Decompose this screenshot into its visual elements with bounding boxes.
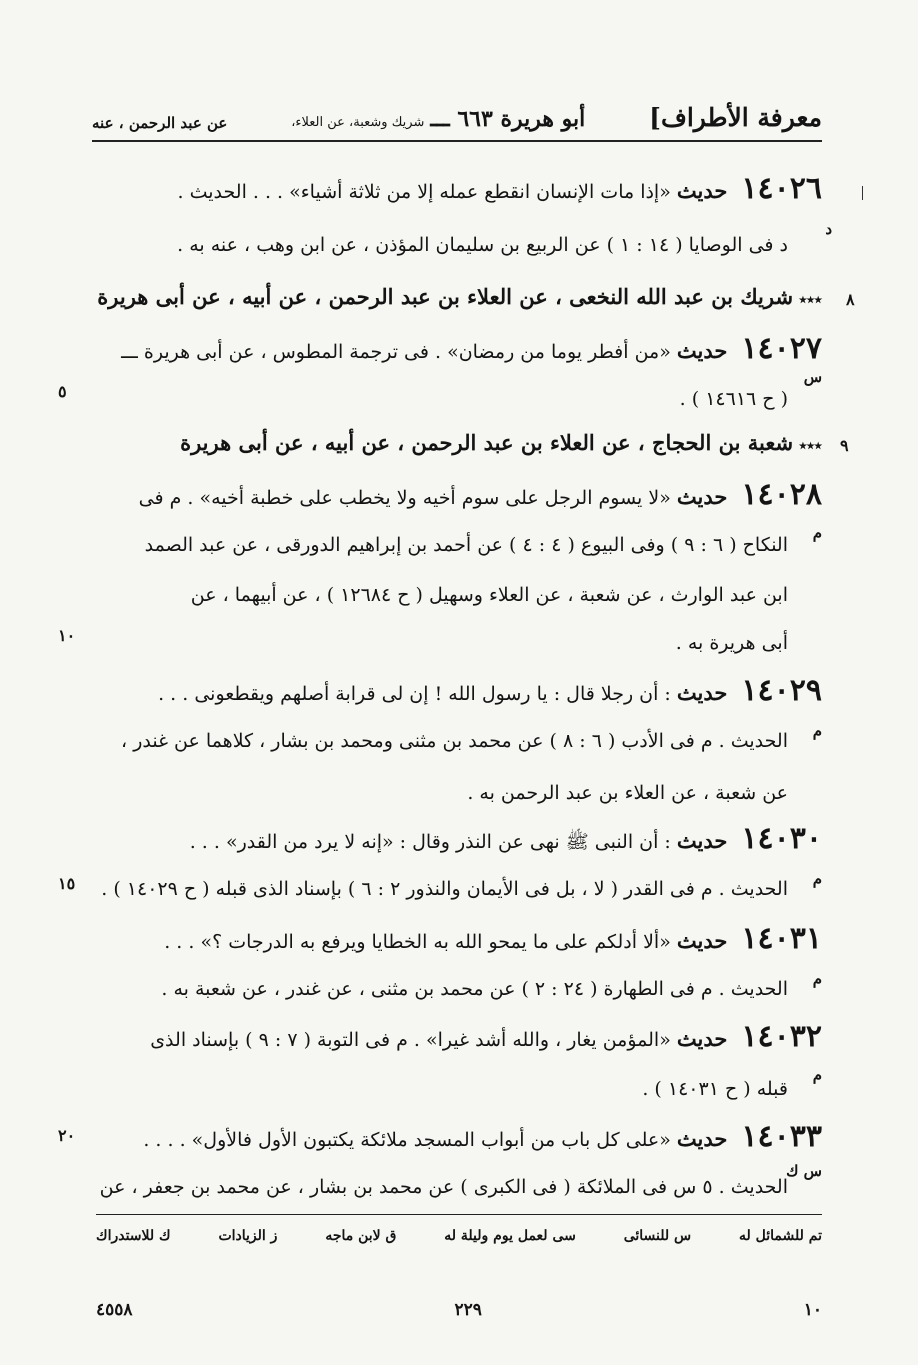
- narrator-chain-text: شريك بن عبد الله النخعى ، عن العلاء بن عبد الرحمن ، عن أبيه ، عن أبى هريرة: [97, 284, 794, 309]
- siglum: د: [825, 220, 832, 238]
- hadith-text: «ألا أدلكم على ما يمحو الله به الخطايا ويرفع به الدرجات ؟» . . .: [164, 931, 671, 953]
- abbreviation-key: [96, 1228, 822, 1244]
- hadith-keyword: حديث: [676, 680, 728, 705]
- abbr-item: ق لابن ماجه: [325, 1228, 397, 1244]
- hadith-keyword: حديث: [676, 338, 728, 363]
- footer-entry-number: ٤٥٥٨: [96, 1300, 133, 1320]
- siglum: م: [812, 870, 822, 888]
- header-chain-small: شريك وشعبة، عن العلاء،: [291, 115, 425, 130]
- hadith-number: ١٤٠٢٧: [741, 331, 822, 366]
- source-line: الحديث . م فى الطهارة ( ٢٤ : ٢ ) عن محمد بن مثنى ، عن غندر ، عن شعبة به .: [161, 978, 788, 1000]
- header-narrator-name: أبو هريرة ٦٦٣ ـــ: [430, 106, 586, 132]
- hadith-number: ١٤٠٣٣: [741, 1119, 822, 1154]
- narrator-stars: ٭٭٭: [799, 292, 822, 308]
- source-line: قبله ( ح ١٤٠٣١ ) .: [642, 1078, 788, 1100]
- hadith-keyword: حديث: [676, 1026, 728, 1051]
- margin-tick: [862, 186, 863, 200]
- hadith-number: ١٤٠٢٨: [741, 477, 822, 512]
- hadith-text: «على كل باب من أبواب المسجد ملائكة يكتبون الأول فالأول» . . . .: [143, 1129, 671, 1151]
- hadith-text: : أن رجلا قال : يا رسول الله ! إن لى قرابة أصلهم ويقطعونى . . .: [158, 683, 671, 705]
- siglum: م: [812, 524, 822, 542]
- hadith-number: ١٤٠٣٢: [741, 1019, 822, 1054]
- source-line: الحديث . م فى القدر ( لا ، بل فى الأيمان والنذور ٢ : ٦ ) بإسناد الذى قبله ( ح ١٤٠٢٩ ) .: [101, 878, 788, 900]
- hadith-text: «لا يسوم الرجل على سوم أخيه ولا يخطب على خطبة أخيه» . م فى: [138, 487, 671, 509]
- header-chain-right: عن عبد الرحمن ، عنه: [92, 114, 228, 132]
- margin-number: ١٠: [58, 626, 76, 645]
- hadith-text: «من أفطر يوما من رمضان» . فى ترجمة المطوس ، عن أبى هريرة ـــ: [121, 341, 671, 363]
- hadith-number: ١٤٠٢٦: [741, 171, 822, 206]
- margin-number: ٢٠: [58, 1126, 76, 1145]
- abbr-item: سى لعمل يوم وليلة له: [444, 1228, 576, 1244]
- hadith-keyword: حديث: [676, 1126, 728, 1151]
- hadith-number: ١٤٠٣٠: [741, 821, 822, 856]
- page-footer: [96, 1300, 822, 1320]
- hadith-entry-14026: [177, 171, 822, 206]
- hadith-entry-14030: [189, 821, 822, 856]
- narrator-chain-text: شعبة بن الحجاج ، عن العلاء بن عبد الرحمن ، عن أبيه ، عن أبى هريرة: [180, 430, 794, 455]
- source-line: أبى هريرة به .: [675, 632, 788, 654]
- hadith-entry-14028: [138, 477, 822, 512]
- hadith-keyword: حديث: [676, 484, 728, 509]
- header-book-title: معرفة الأطراف]: [649, 103, 822, 132]
- source-line: عن شعبة ، عن العلاء بن عبد الرحمن به .: [467, 782, 788, 804]
- siglum: س: [803, 368, 822, 386]
- hadith-text: «المؤمن يغار ، والله أشد غيرا» . م فى التوبة ( ٧ : ٩ ) بإسناد الذى: [150, 1029, 671, 1051]
- hadith-keyword: حديث: [676, 828, 728, 853]
- abbr-item: ز الزيادات: [218, 1228, 278, 1244]
- abbr-item: س للنسائى: [623, 1228, 692, 1244]
- page-number: ٢٢٩: [454, 1300, 482, 1320]
- hadith-number: ١٤٠٣١: [741, 921, 822, 956]
- siglum: م: [812, 1066, 822, 1084]
- header-rule: [92, 140, 822, 142]
- source-line: ( ح ١٤٦١٦ ) .: [679, 388, 788, 410]
- footnote-rule: [96, 1214, 822, 1215]
- source-line: د فى الوصايا ( ١٤ : ١ ) عن الربيع بن سليمان المؤذن ، عن ابن وهب ، عنه به .: [177, 234, 788, 256]
- source-line: الحديث . ٥ س فى الملائكة ( فى الكبرى ) عن محمد بن بشار ، عن محمد بن جعفر ، عن: [99, 1176, 788, 1198]
- abbr-item: تم للشمائل له: [739, 1228, 822, 1244]
- source-line: النكاح ( ٦ : ٩ ) وفى البيوع ( ٤ : ٤ ) عن أحمد بن إبراهيم الدورقى ، عن عبد الصمد: [144, 534, 788, 556]
- hadith-text: «إذا مات الإنسان انقطع عمله إلا من ثلاثة أشياء» . . . الحديث .: [177, 181, 671, 203]
- hadith-keyword: حديث: [676, 928, 728, 953]
- margin-number: ٩: [840, 436, 849, 455]
- header-narrator: [291, 106, 585, 132]
- hadith-keyword: حديث: [676, 178, 728, 203]
- hadith-entry-14029: [158, 673, 822, 708]
- hadith-text: : أن النبى ﷺ نهى عن النذر وقال : «إنه لا يرد من القدر» . . .: [189, 831, 671, 853]
- footer-volume-number: ١٠: [803, 1300, 822, 1320]
- siglum: م: [812, 970, 822, 988]
- hadith-entry-14031: [164, 921, 822, 956]
- source-line: ابن عبد الوارث ، عن شعبة ، عن العلاء وسهيل ( ح ١٢٦٨٤ ) ، عن أبيهما ، عن: [190, 584, 788, 606]
- siglum: م: [812, 722, 822, 740]
- hadith-number: ١٤٠٢٩: [741, 673, 822, 708]
- source-line: الحديث . م فى الأدب ( ٦ : ٨ ) عن محمد بن مثنى ومحمد بن بشار ، كلاهما عن غندر ،: [121, 730, 788, 752]
- abbr-item: ك للاستدراك: [96, 1228, 171, 1244]
- margin-number: ١٥: [58, 874, 76, 893]
- narrator-chain-sharik: [97, 284, 822, 313]
- hadith-entry-14027: [121, 331, 822, 366]
- narrator-chain-shuba: [180, 430, 822, 459]
- running-header: [92, 92, 822, 132]
- hadith-entry-14033: [143, 1119, 822, 1154]
- margin-number: ٨: [846, 290, 855, 309]
- hadith-entry-14032: [150, 1019, 822, 1054]
- margin-number: ٥: [58, 382, 67, 401]
- narrator-stars: ٭٭٭: [799, 438, 822, 454]
- siglum: س ك: [786, 1162, 822, 1180]
